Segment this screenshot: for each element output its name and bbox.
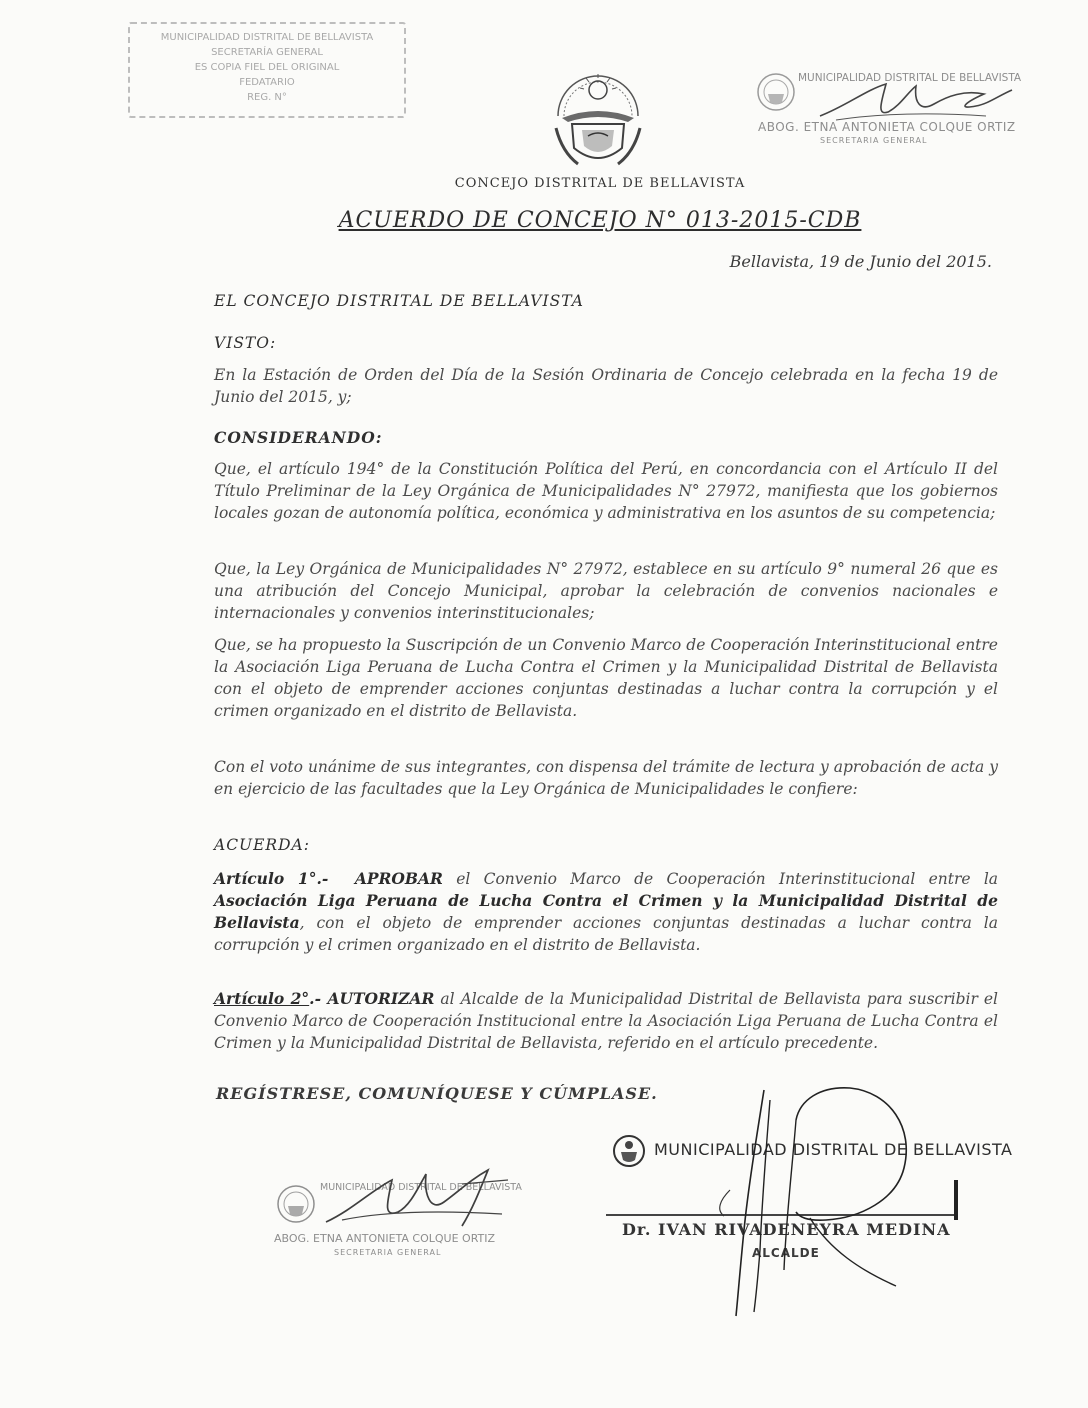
- considerando-paragraph-4: Con el voto unánime de sus integrantes, con dispensa del trámite de lectura y aprobación de acta y en ejercicio de las facultades que la Ley Orgánica de Municipalidades le confiere:: [214, 758, 998, 798]
- stamp-muni: MUNICIPALIDAD DISTRITAL DE BELLAVISTA: [320, 1182, 522, 1193]
- considerando-paragraph-1: Que, el artículo 194° de la Constitución Política del Perú, en concordancia con el Artículo II del Título Preliminar de la Ley Orgánica de Municipalidades N° 27972, manifiesta que los gobiernos locales gozan de autonomía política, económica y administrativa en los asuntos de su competencia;: [214, 460, 998, 522]
- intro-heading: EL CONCEJO DISTRITAL DE BELLAVISTA: [214, 292, 584, 310]
- margin-mark: [954, 1180, 958, 1220]
- article-1-text-b: , con el objeto de emprender acciones conjuntas destinadas a luchar contra la corrupción y el crimen organizado en el distrito de Bellavista.: [214, 914, 998, 954]
- mayor-role: ALCALDE: [752, 1246, 820, 1260]
- considerando-paragraph-2: Que, la Ley Orgánica de Municipalidades N° 27972, establece en su artículo 9° numeral 26 que es una atribución del Concejo Municipal, aprobar la celebración de convenios nacionales e internacionales y convenios interinstitucionales;: [214, 560, 998, 622]
- stamp-line: MUNICIPALIDAD DISTRITAL DE BELLAVISTA: [160, 32, 374, 43]
- secretary-signature-block: [272, 1164, 522, 1274]
- article-2: [214, 988, 998, 1054]
- stamp-name: ABOG. ETNA ANTONIETA COLQUE ORTIZ: [758, 120, 1016, 134]
- article-2-text: al Alcalde de la Municipalidad Distrital de Bellavista para suscribir el Convenio Marco de Cooperación Institucional entre la Asociación Liga Peruana de Lucha Contra el Crimen y la Municipalidad Distrital de Bellavista, referido en el artículo precedente.: [214, 990, 998, 1052]
- stamp-line: REG. N°: [247, 92, 287, 103]
- stamp-line: ES COPIA FIEL DEL ORIGINAL: [194, 62, 340, 73]
- stamp-role: SECRETARIA GENERAL: [820, 136, 928, 145]
- article-1-text-a: el Convenio Marco de Cooperación Interinstitucional entre la: [442, 870, 999, 888]
- signature-icon: [816, 76, 1016, 128]
- considerando-heading: CONSIDERANDO:: [214, 428, 383, 447]
- article-2-separator: .-: [309, 989, 328, 1008]
- council-name: CONCEJO DISTRITAL DE BELLAVISTA: [454, 176, 746, 191]
- visto-heading: VISTO:: [214, 334, 277, 352]
- stamp-line: FEDATARIO: [239, 77, 295, 88]
- secretary-stamp-top: [756, 66, 1022, 150]
- article-2-verb: AUTORIZAR: [327, 989, 435, 1008]
- article-1-label: Artículo 1°.-: [214, 869, 329, 888]
- stamp-line: SECRETARÍA GENERAL: [211, 47, 323, 58]
- considerando-paragraph-3: Que, se ha propuesto la Suscripción de un Convenio Marco de Cooperación Interinstitucional entre la Asociación Liga Peruana de Lucha Contra el Crimen y la Municipalidad Distrital de Bellavista con el objeto de emprender acciones conjuntas destinadas a luchar contra la corrupción y el crimen organizado en el distrito de Bellavista.: [214, 636, 998, 720]
- page-title: ACUERDO DE CONCEJO N° 013-2015-CDB: [338, 208, 862, 233]
- article-1: [214, 868, 998, 956]
- mayor-municipality: MUNICIPALIDAD DISTRITAL DE BELLAVISTA: [654, 1140, 1013, 1159]
- municipal-seal-icon: [276, 1184, 316, 1224]
- certification-stamp: [128, 22, 406, 118]
- article-1-parties: Asociación Liga Peruana de Lucha Contra el Crimen y la Municipalidad Distrital de Bellavista: [214, 891, 998, 932]
- visto-text: En la Estación de Orden del Día de la Sesión Ordinaria de Concejo celebrada en la fecha 19 de Junio del 2015, y;: [214, 366, 998, 406]
- document-date: Bellavista, 19 de Junio del 2015.: [729, 252, 992, 271]
- article-1-verb: APROBAR: [354, 869, 443, 888]
- mayor-signature-icon: [700, 1080, 930, 1320]
- closing-formula: REGÍSTRESE, COMUNÍQUESE Y CÚMPLASE.: [216, 1084, 658, 1103]
- article-2-label: Artículo 2°: [214, 989, 310, 1008]
- municipal-seal-icon: [756, 72, 796, 112]
- coat-of-arms-icon: [548, 56, 648, 176]
- signature-icon: [312, 1160, 512, 1240]
- municipal-seal-icon: [612, 1134, 646, 1168]
- stamp-role: SECRETARIA GENERAL: [334, 1248, 442, 1257]
- acuerda-heading: ACUERDA:: [214, 836, 310, 854]
- stamp-name: ABOG. ETNA ANTONIETA COLQUE ORTIZ: [274, 1232, 496, 1245]
- stamp-muni: MUNICIPALIDAD DISTRITAL DE BELLAVISTA: [798, 72, 1022, 84]
- mayor-name: Dr. IVAN RIVADENEYRA MEDINA: [622, 1220, 951, 1239]
